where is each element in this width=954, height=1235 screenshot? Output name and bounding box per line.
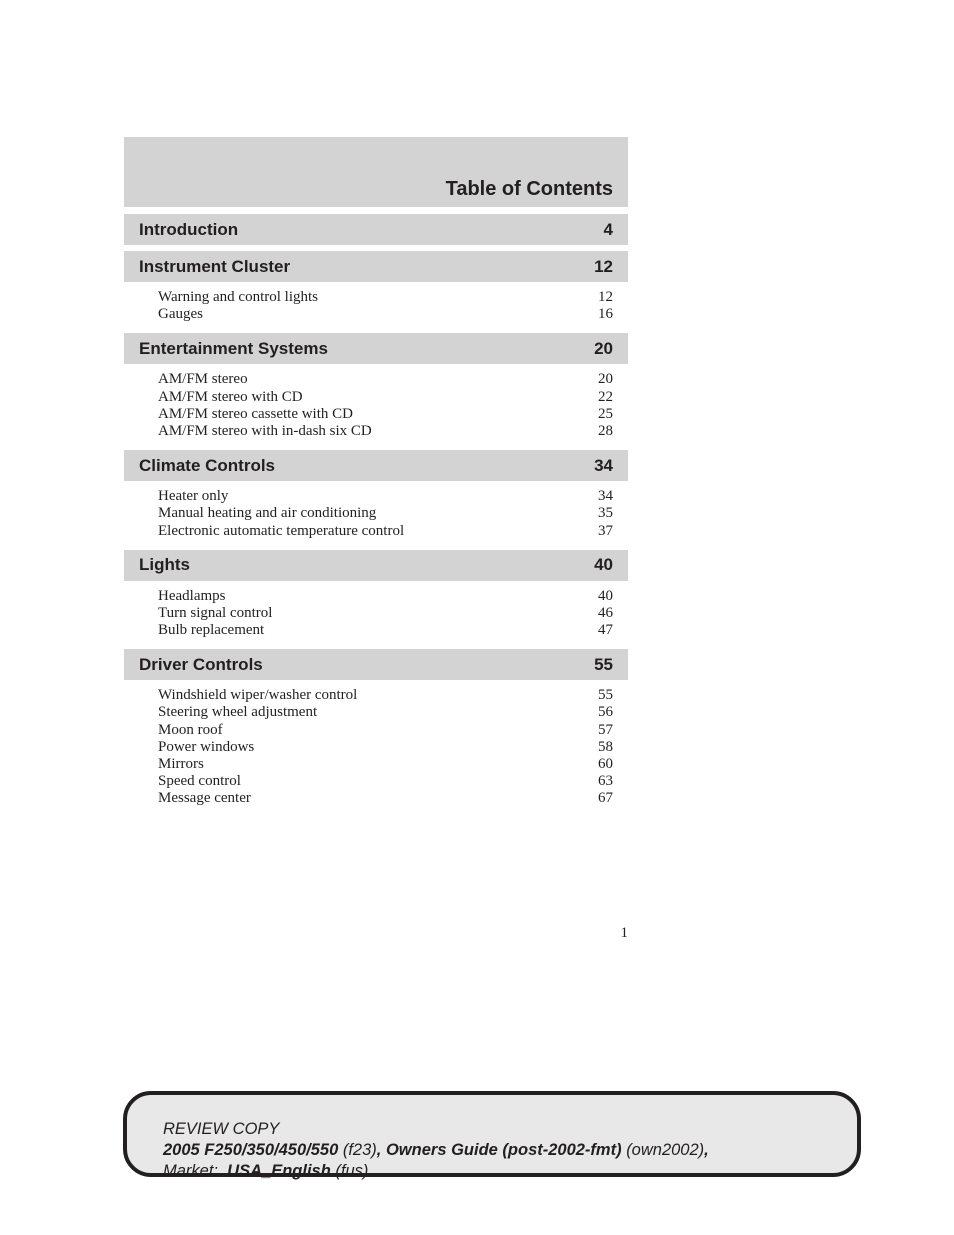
toc-entry[interactable] bbox=[158, 605, 613, 622]
entry-page: 58 bbox=[598, 738, 613, 755]
entry-label: Mirrors bbox=[158, 756, 204, 772]
toc-entry[interactable] bbox=[158, 687, 613, 704]
entry-page: 16 bbox=[598, 306, 613, 323]
entry-page: 57 bbox=[598, 721, 613, 738]
entry-page: 37 bbox=[598, 522, 613, 539]
entry-label: AM/FM stereo cassette with CD bbox=[158, 405, 353, 422]
entry-label: Heater only bbox=[158, 488, 229, 505]
toc-section bbox=[124, 550, 628, 644]
entry-label: Moon roof bbox=[158, 721, 223, 738]
entry-page: 40 bbox=[598, 587, 613, 604]
review-market: USA_English bbox=[227, 1162, 331, 1180]
section-title: Instrument Cluster bbox=[139, 256, 291, 276]
entry-page: 20 bbox=[598, 371, 613, 388]
entry-label: Speed control bbox=[158, 773, 241, 790]
entry-label: AM/FM stereo bbox=[158, 371, 248, 388]
entry-label: Bulb replacement bbox=[158, 622, 265, 639]
entry-label: AM/FM stereo with in-dash six CD bbox=[158, 422, 372, 439]
entry-page: 35 bbox=[598, 505, 613, 522]
toc-entry[interactable] bbox=[158, 371, 613, 388]
toc-entry[interactable] bbox=[158, 739, 613, 756]
toc-section bbox=[124, 450, 628, 544]
section-page: 12 bbox=[594, 256, 613, 276]
toc-entry[interactable] bbox=[158, 505, 613, 522]
review-sep1: , bbox=[376, 1141, 382, 1159]
toc-entry[interactable] bbox=[158, 488, 613, 505]
entry-label: Gauges bbox=[158, 306, 203, 323]
toc-section bbox=[124, 251, 628, 327]
table-of-contents bbox=[124, 137, 628, 818]
entry-page: 46 bbox=[598, 604, 613, 621]
toc-entry[interactable] bbox=[158, 289, 613, 306]
review-model-code: (f23) bbox=[342, 1141, 377, 1159]
entry-label: Electronic automatic temperature control bbox=[158, 522, 405, 539]
entry-label: Power windows bbox=[158, 738, 255, 755]
section-page: 20 bbox=[594, 338, 613, 358]
entry-label: Turn signal control bbox=[158, 604, 273, 621]
entry-page: 60 bbox=[598, 756, 613, 772]
subsection-list bbox=[124, 581, 628, 644]
toc-entry[interactable] bbox=[158, 523, 613, 540]
review-market-code: (fus) bbox=[335, 1162, 369, 1180]
entry-page: 56 bbox=[598, 704, 613, 721]
review-model-line bbox=[163, 1140, 857, 1161]
toc-sections bbox=[124, 214, 628, 812]
section-title: Driver Controls bbox=[139, 654, 263, 674]
section-title: Lights bbox=[139, 555, 190, 575]
review-market-label: Market: bbox=[163, 1162, 219, 1180]
entry-label: Headlamps bbox=[158, 587, 226, 604]
entry-label: Steering wheel adjustment bbox=[158, 704, 318, 721]
toc-header bbox=[124, 137, 628, 207]
section-page: 34 bbox=[594, 455, 613, 475]
subsection-list bbox=[124, 282, 628, 327]
toc-entry[interactable] bbox=[158, 722, 613, 739]
entry-page: 34 bbox=[598, 488, 613, 505]
toc-entry[interactable] bbox=[158, 704, 613, 721]
subsection-list bbox=[124, 364, 628, 444]
review-market-line bbox=[163, 1161, 857, 1182]
section-page: 4 bbox=[603, 219, 613, 239]
toc-section bbox=[124, 333, 628, 444]
entry-page: 67 bbox=[598, 790, 613, 807]
entry-page: 47 bbox=[598, 622, 613, 639]
entry-label: AM/FM stereo with CD bbox=[158, 388, 303, 405]
toc-section bbox=[124, 649, 628, 811]
section-title: Climate Controls bbox=[139, 455, 276, 475]
subsection-list bbox=[124, 680, 628, 811]
toc-entry[interactable] bbox=[158, 756, 613, 773]
section-bar[interactable] bbox=[124, 450, 628, 481]
toc-entry[interactable] bbox=[158, 406, 613, 423]
entry-page: 55 bbox=[598, 687, 613, 704]
review-label: REVIEW COPY bbox=[163, 1120, 280, 1138]
subsection-list bbox=[124, 481, 628, 544]
toc-entry[interactable] bbox=[158, 773, 613, 790]
section-page: 40 bbox=[594, 555, 613, 575]
toc-entry[interactable] bbox=[158, 389, 613, 406]
review-guide: Owners Guide (post-2002-fmt) bbox=[385, 1141, 622, 1159]
entry-label: Warning and control lights bbox=[158, 289, 319, 305]
review-model: 2005 F250/350/450/550 bbox=[163, 1141, 339, 1159]
entry-page: 12 bbox=[598, 289, 613, 305]
entry-label: Windshield wiper/washer control bbox=[158, 687, 358, 704]
review-guide-code: (own2002) bbox=[626, 1141, 705, 1159]
toc-entry[interactable] bbox=[158, 588, 613, 605]
section-bar[interactable] bbox=[124, 251, 628, 282]
page-number: 1 bbox=[620, 925, 628, 941]
entry-page: 25 bbox=[598, 405, 613, 422]
review-sep2: , bbox=[704, 1141, 709, 1159]
entry-page: 22 bbox=[598, 388, 613, 405]
section-bar[interactable] bbox=[124, 649, 628, 680]
section-title: Introduction bbox=[139, 219, 239, 239]
section-bar[interactable] bbox=[124, 214, 628, 245]
section-bar[interactable] bbox=[124, 333, 628, 364]
review-copy-box bbox=[123, 1091, 861, 1180]
toc-section bbox=[124, 214, 628, 245]
entry-page: 63 bbox=[598, 773, 613, 790]
toc-entry[interactable] bbox=[158, 790, 613, 807]
page-title: Table of Contents bbox=[445, 178, 613, 200]
toc-entry[interactable] bbox=[158, 306, 613, 323]
entry-label: Manual heating and air conditioning bbox=[158, 505, 377, 522]
toc-entry[interactable] bbox=[158, 622, 613, 639]
section-page: 55 bbox=[594, 654, 613, 674]
toc-entry[interactable] bbox=[158, 423, 613, 440]
entry-label: Message center bbox=[158, 790, 251, 807]
entry-page: 28 bbox=[598, 422, 613, 439]
section-bar[interactable] bbox=[124, 550, 628, 581]
section-title: Entertainment Systems bbox=[139, 338, 328, 358]
